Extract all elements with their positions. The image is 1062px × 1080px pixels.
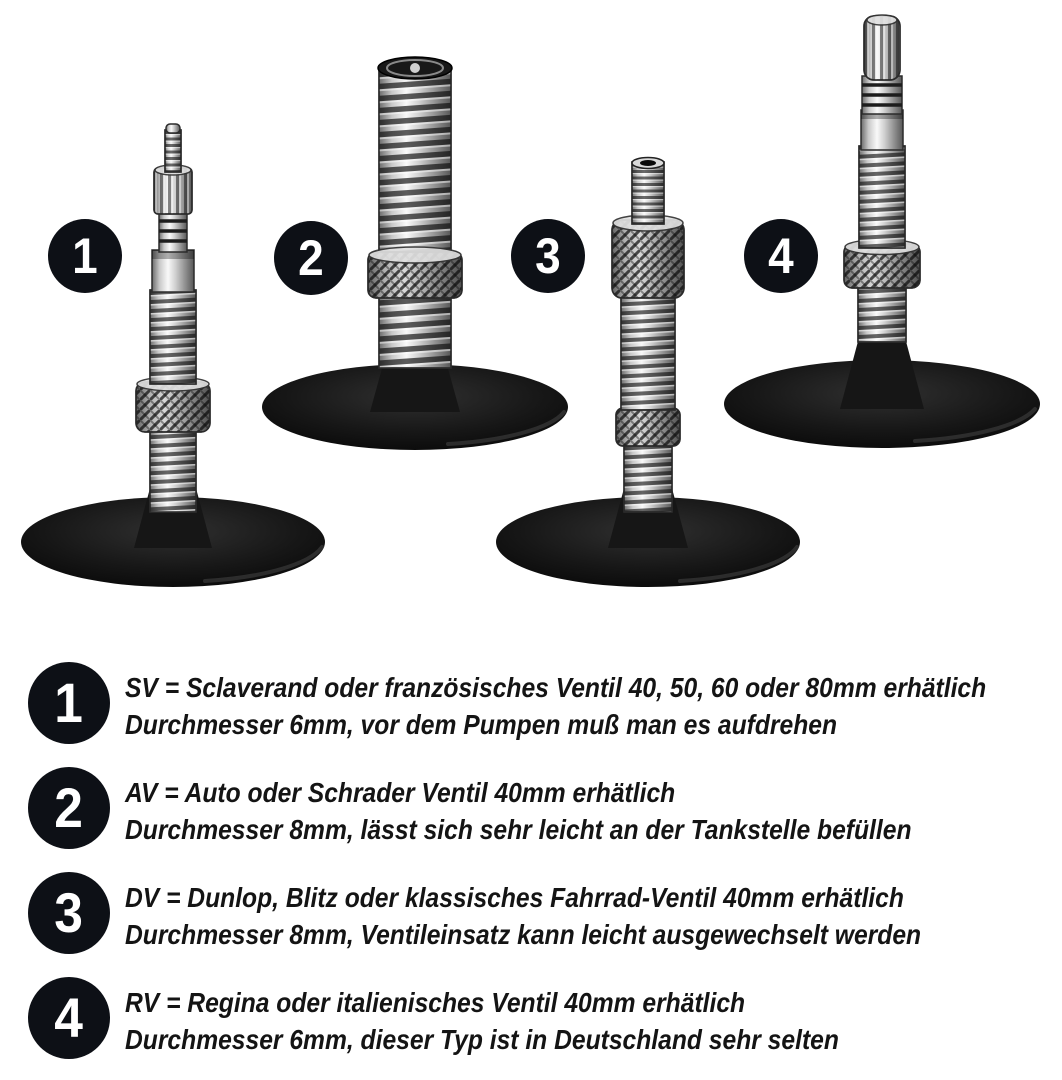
- legend-av-line1: AV = Auto oder Schrader Ventil 40mm erhätlich: [125, 776, 676, 808]
- legend-av-number: 2: [54, 775, 84, 839]
- valve-1-number: 1: [72, 228, 98, 284]
- legend-sv-line1: SV = Sclaverand oder französisches Ventil 40, 50, 60 oder 80mm erhätlich: [125, 671, 987, 703]
- legend-dv-number-badge: [28, 872, 110, 954]
- legend-rv-line2: Durchmesser 6mm, dieser Typ ist in Deutschland sehr selten: [125, 1023, 839, 1055]
- legend-rv-text: [125, 978, 936, 1058]
- legend-rv-number: 4: [54, 985, 84, 1049]
- legend-sv-number: 1: [54, 670, 84, 734]
- legend-item-rv: [28, 965, 1034, 1070]
- valve-2-number-badge: [274, 221, 348, 295]
- legend-rv-line1: RV = Regina oder italienisches Ventil 40mm erhätlich: [125, 986, 746, 1018]
- legend-item-dv: [28, 860, 1034, 965]
- sclaverand-valve-illustration: [21, 124, 325, 587]
- legend-item-sv: [28, 650, 1034, 755]
- valve-1-number-badge: [48, 219, 122, 293]
- valve-4-number-badge: [744, 219, 818, 293]
- legend-sv-line2: Durchmesser 6mm, vor dem Pumpen muß man es aufdrehen: [125, 708, 838, 740]
- valve-3-number-badge: [511, 219, 585, 293]
- legend-av-line2: Durchmesser 8mm, lässt sich sehr leicht an der Tankstelle befüllen: [125, 813, 912, 845]
- legend-rv-number-badge: [28, 977, 110, 1059]
- valve-2-number: 2: [298, 230, 324, 286]
- valve-4-number: 4: [768, 228, 794, 284]
- legend-sv-number-badge: [28, 662, 110, 744]
- legend: [28, 650, 1034, 1070]
- legend-dv-line1: DV = Dunlop, Blitz oder klassisches Fahrrad-Ventil 40mm erhätlich: [125, 881, 904, 913]
- legend-dv-text: [125, 873, 1030, 953]
- legend-av-number-badge: [28, 767, 110, 849]
- legend-item-av: [28, 755, 1034, 860]
- legend-dv-line2: Durchmesser 8mm, Ventileinsatz kann leicht ausgewechselt werden: [125, 918, 922, 950]
- legend-av-text: [125, 768, 1019, 848]
- valve-3-number: 3: [535, 228, 561, 284]
- legend-sv-text: [125, 663, 1034, 743]
- legend-dv-number: 3: [54, 880, 84, 944]
